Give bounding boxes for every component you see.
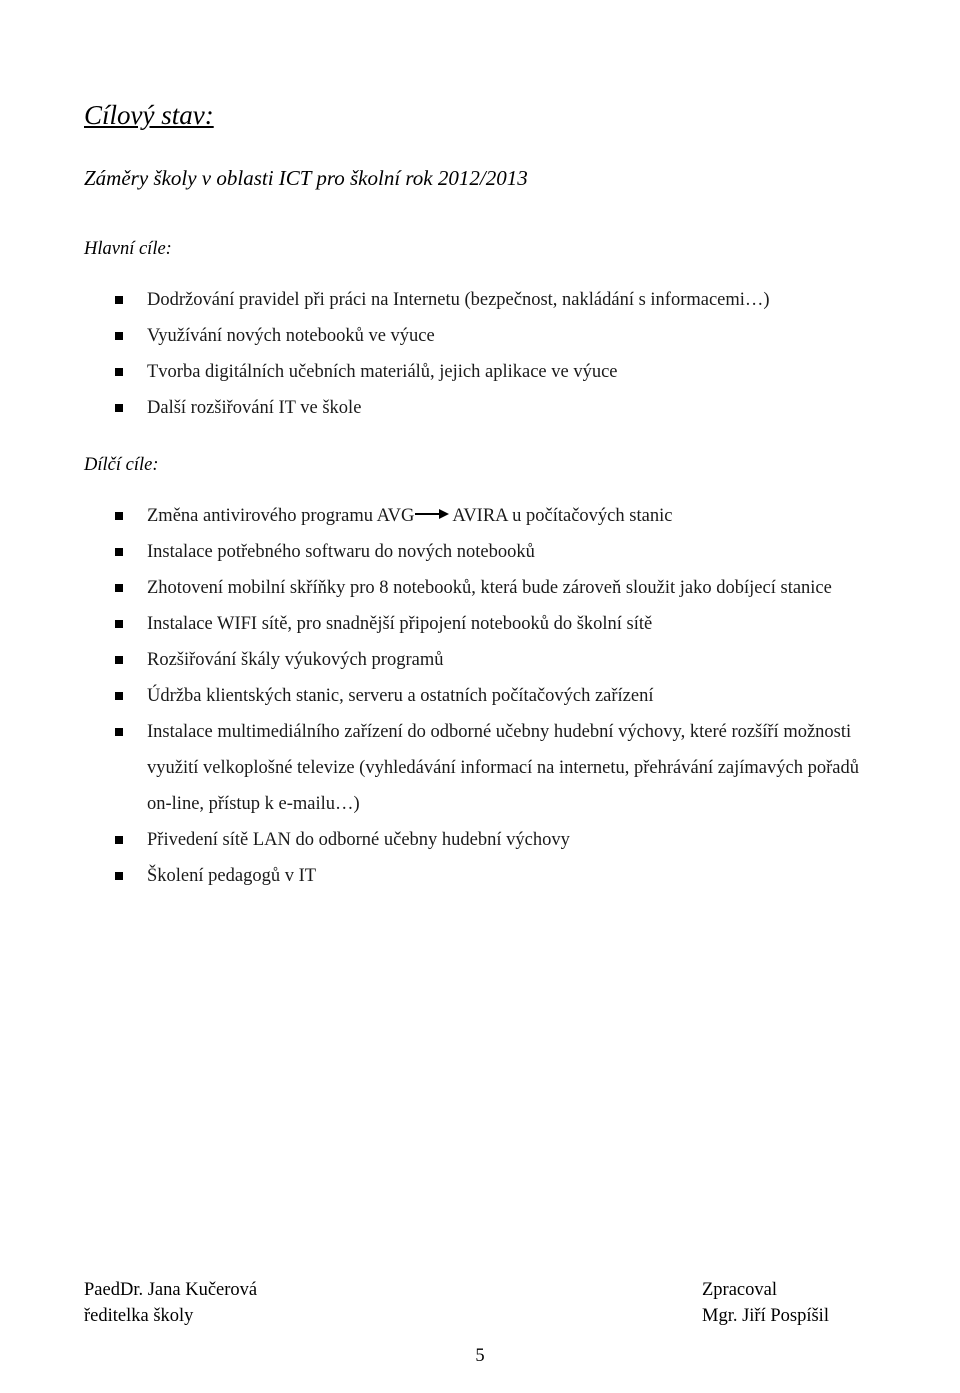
square-bullet-icon [115, 836, 123, 844]
preparer-name: Mgr. Jiří Pospíšil [702, 1306, 829, 1326]
list-item: Instalace multimediálního zařízení do odborné učebny hudební výchovy, které rozšíří možnosti využití velkoplošné televize (vyhledávání informací na internetu, přehrávání zajímavých pořadů on-line, přístup k e-mailu…) [0, 714, 960, 822]
square-bullet-icon [115, 656, 123, 664]
square-bullet-icon [115, 296, 123, 304]
list-item: Další rozšiřování IT ve škole [0, 390, 960, 426]
list-item: Údržba klientských stanic, serveru a ostatních počítačových zařízení [0, 678, 960, 714]
list-item: Rozšiřování škály výukových programů [0, 642, 960, 678]
list-item: Instalace WIFI sítě, pro snadnější připojení notebooků do školní sítě [0, 606, 960, 642]
square-bullet-icon [115, 512, 123, 520]
signature-left [84, 1277, 257, 1329]
list-item: Tvorba digitálních učebních materiálů, jejich aplikace ve výuce [0, 354, 960, 390]
square-bullet-icon [115, 404, 123, 412]
list-item: Využívání nových notebooků ve výuce [0, 318, 960, 354]
prepared-by-label: Zpracoval [702, 1280, 777, 1300]
square-bullet-icon [115, 872, 123, 880]
square-bullet-icon [115, 548, 123, 556]
square-bullet-icon [115, 728, 123, 736]
list-item: Instalace potřebného softwaru do nových notebooků [0, 534, 960, 570]
partial-goals-list [0, 498, 960, 894]
main-goals-list [0, 282, 960, 426]
page-subtitle: Záměry školy v oblasti ICT pro školní rok 2012/2013 [84, 166, 528, 190]
right-arrow-icon [415, 508, 449, 520]
list-item: Zhotovení mobilní skříňky pro 8 notebooků, která bude zároveň sloužit jako dobíjecí stanice [0, 570, 960, 606]
principal-role: ředitelka školy [84, 1306, 194, 1326]
square-bullet-icon [115, 332, 123, 340]
main-goals-heading: Hlavní cíle: [84, 239, 172, 259]
square-bullet-icon [115, 620, 123, 628]
page-number: 5 [475, 1346, 485, 1366]
list-item: Změna antivirového programu AVG AVIRA u počítačových stanic [0, 498, 960, 534]
page-title: Cílový stav: [84, 100, 214, 130]
principal-name: PaedDr. Jana Kučerová [84, 1280, 258, 1300]
square-bullet-icon [115, 584, 123, 592]
list-item: Přivedení sítě LAN do odborné učebny hudební výchovy [0, 822, 960, 858]
square-bullet-icon [115, 692, 123, 700]
signature-right [702, 1277, 829, 1329]
partial-goals-heading: Dílčí cíle: [84, 455, 159, 475]
square-bullet-icon [115, 368, 123, 376]
list-item: Školení pedagogů v IT [0, 858, 960, 894]
list-item: Dodržování pravidel při práci na Internetu (bezpečnost, nakládání s informacemi…) [0, 282, 960, 318]
